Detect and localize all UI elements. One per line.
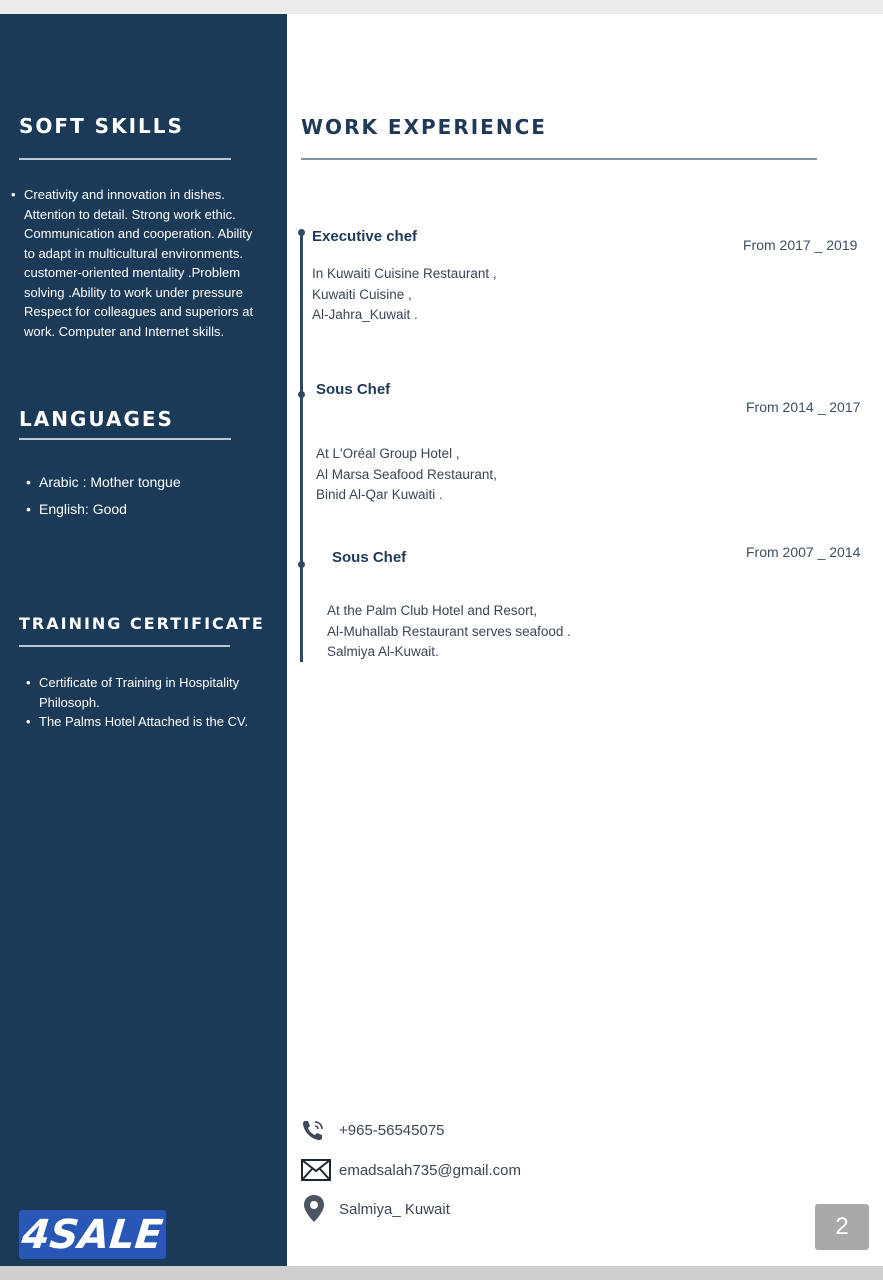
map-pin-icon <box>301 1195 331 1223</box>
languages-divider <box>19 438 231 440</box>
soft-skills-line: solving .Ability to work under pressure <box>24 284 243 300</box>
envelope-icon <box>301 1156 331 1184</box>
training-item: • Certificate of Training in Hospitality Philosoph. <box>26 673 276 712</box>
job-details <box>312 264 497 326</box>
work-experience-divider <box>301 158 817 160</box>
job-details <box>327 601 571 663</box>
training-list <box>26 673 276 732</box>
training-heading: TRAINING CERTIFICATE <box>19 614 265 633</box>
bullet: • <box>11 187 16 202</box>
job-detail-line: At the Palm Club Hotel and Resort, <box>327 603 538 618</box>
job-detail-line: Binid Al-Qar Kuwaiti . <box>316 487 443 502</box>
job-detail-line: Al-Jahra_Kuwait . <box>312 307 418 322</box>
top-edge <box>0 0 883 14</box>
language-item: • English: Good <box>26 496 181 523</box>
language-item: • Arabic : Mother tongue <box>26 469 181 496</box>
soft-skills-line: Respect for colleagues and superiors at <box>24 304 254 319</box>
contact-location <box>301 1195 450 1223</box>
soft-skills-line: to adapt in multicultural environments. <box>24 245 243 261</box>
soft-skills-line: Creativity and innovation in dishes. <box>24 187 225 202</box>
job-title: Executive chef <box>312 228 418 245</box>
soft-skills-line: Communication and cooperation. Ability <box>24 226 253 241</box>
sidebar <box>0 14 287 1266</box>
languages-list <box>26 469 181 523</box>
phone-number: +965-56545075 <box>339 1121 445 1139</box>
job-title: Sous Chef <box>332 549 407 566</box>
work-experience-heading: WORK EXPERIENCE <box>301 115 547 139</box>
job-detail-line: At L'Oréal Group Hotel , <box>316 446 460 461</box>
timeline-dot <box>298 391 305 398</box>
job-detail-line: In Kuwaiti Cuisine Restaurant , <box>312 266 497 281</box>
contact-email <box>301 1156 521 1184</box>
training-item: • The Palms Hotel Attached is the CV. <box>26 712 276 732</box>
job-detail-line: Kuwaiti Cuisine , <box>312 286 412 302</box>
email-address: emadsalah735@gmail.com <box>339 1161 521 1179</box>
job-detail-line: Salmiya Al-Kuwait. <box>327 644 439 659</box>
page-number-badge: 2 <box>815 1204 869 1250</box>
soft-skills-text <box>11 185 282 341</box>
contact-phone <box>301 1116 445 1144</box>
soft-skills-line: Attention to detail. Strong work ethic. <box>24 206 236 222</box>
soft-skills-heading: SOFT SKILLS <box>19 114 184 138</box>
job-date: From 2014 _ 2017 <box>746 399 861 415</box>
4sale-logo <box>19 1210 166 1259</box>
timeline-dot <box>298 561 305 568</box>
job-date: From 2007 _ 2014 <box>746 544 861 560</box>
languages-heading: LANGUAGES <box>19 407 174 431</box>
job-date: From 2017 _ 2019 <box>743 237 858 253</box>
soft-skills-line: work. Computer and Internet skills. <box>24 323 225 339</box>
job-details <box>316 444 497 506</box>
resume-page <box>0 14 883 1266</box>
job-detail-line: Al-Muhallab Restaurant serves seafood . <box>327 623 571 639</box>
bottom-edge <box>0 1266 883 1280</box>
location-text: Salmiya_ Kuwait <box>339 1200 450 1218</box>
job-detail-line: Al Marsa Seafood Restaurant, <box>316 466 497 482</box>
timeline-line <box>300 230 303 662</box>
job-title: Sous Chef <box>316 381 391 398</box>
soft-skills-line: customer-oriented mentality .Problem <box>24 265 241 280</box>
phone-icon <box>301 1116 331 1144</box>
timeline-dot <box>298 229 305 236</box>
training-divider <box>19 645 230 647</box>
soft-skills-divider <box>19 158 231 160</box>
logo-text: 4SALE <box>19 1211 166 1258</box>
